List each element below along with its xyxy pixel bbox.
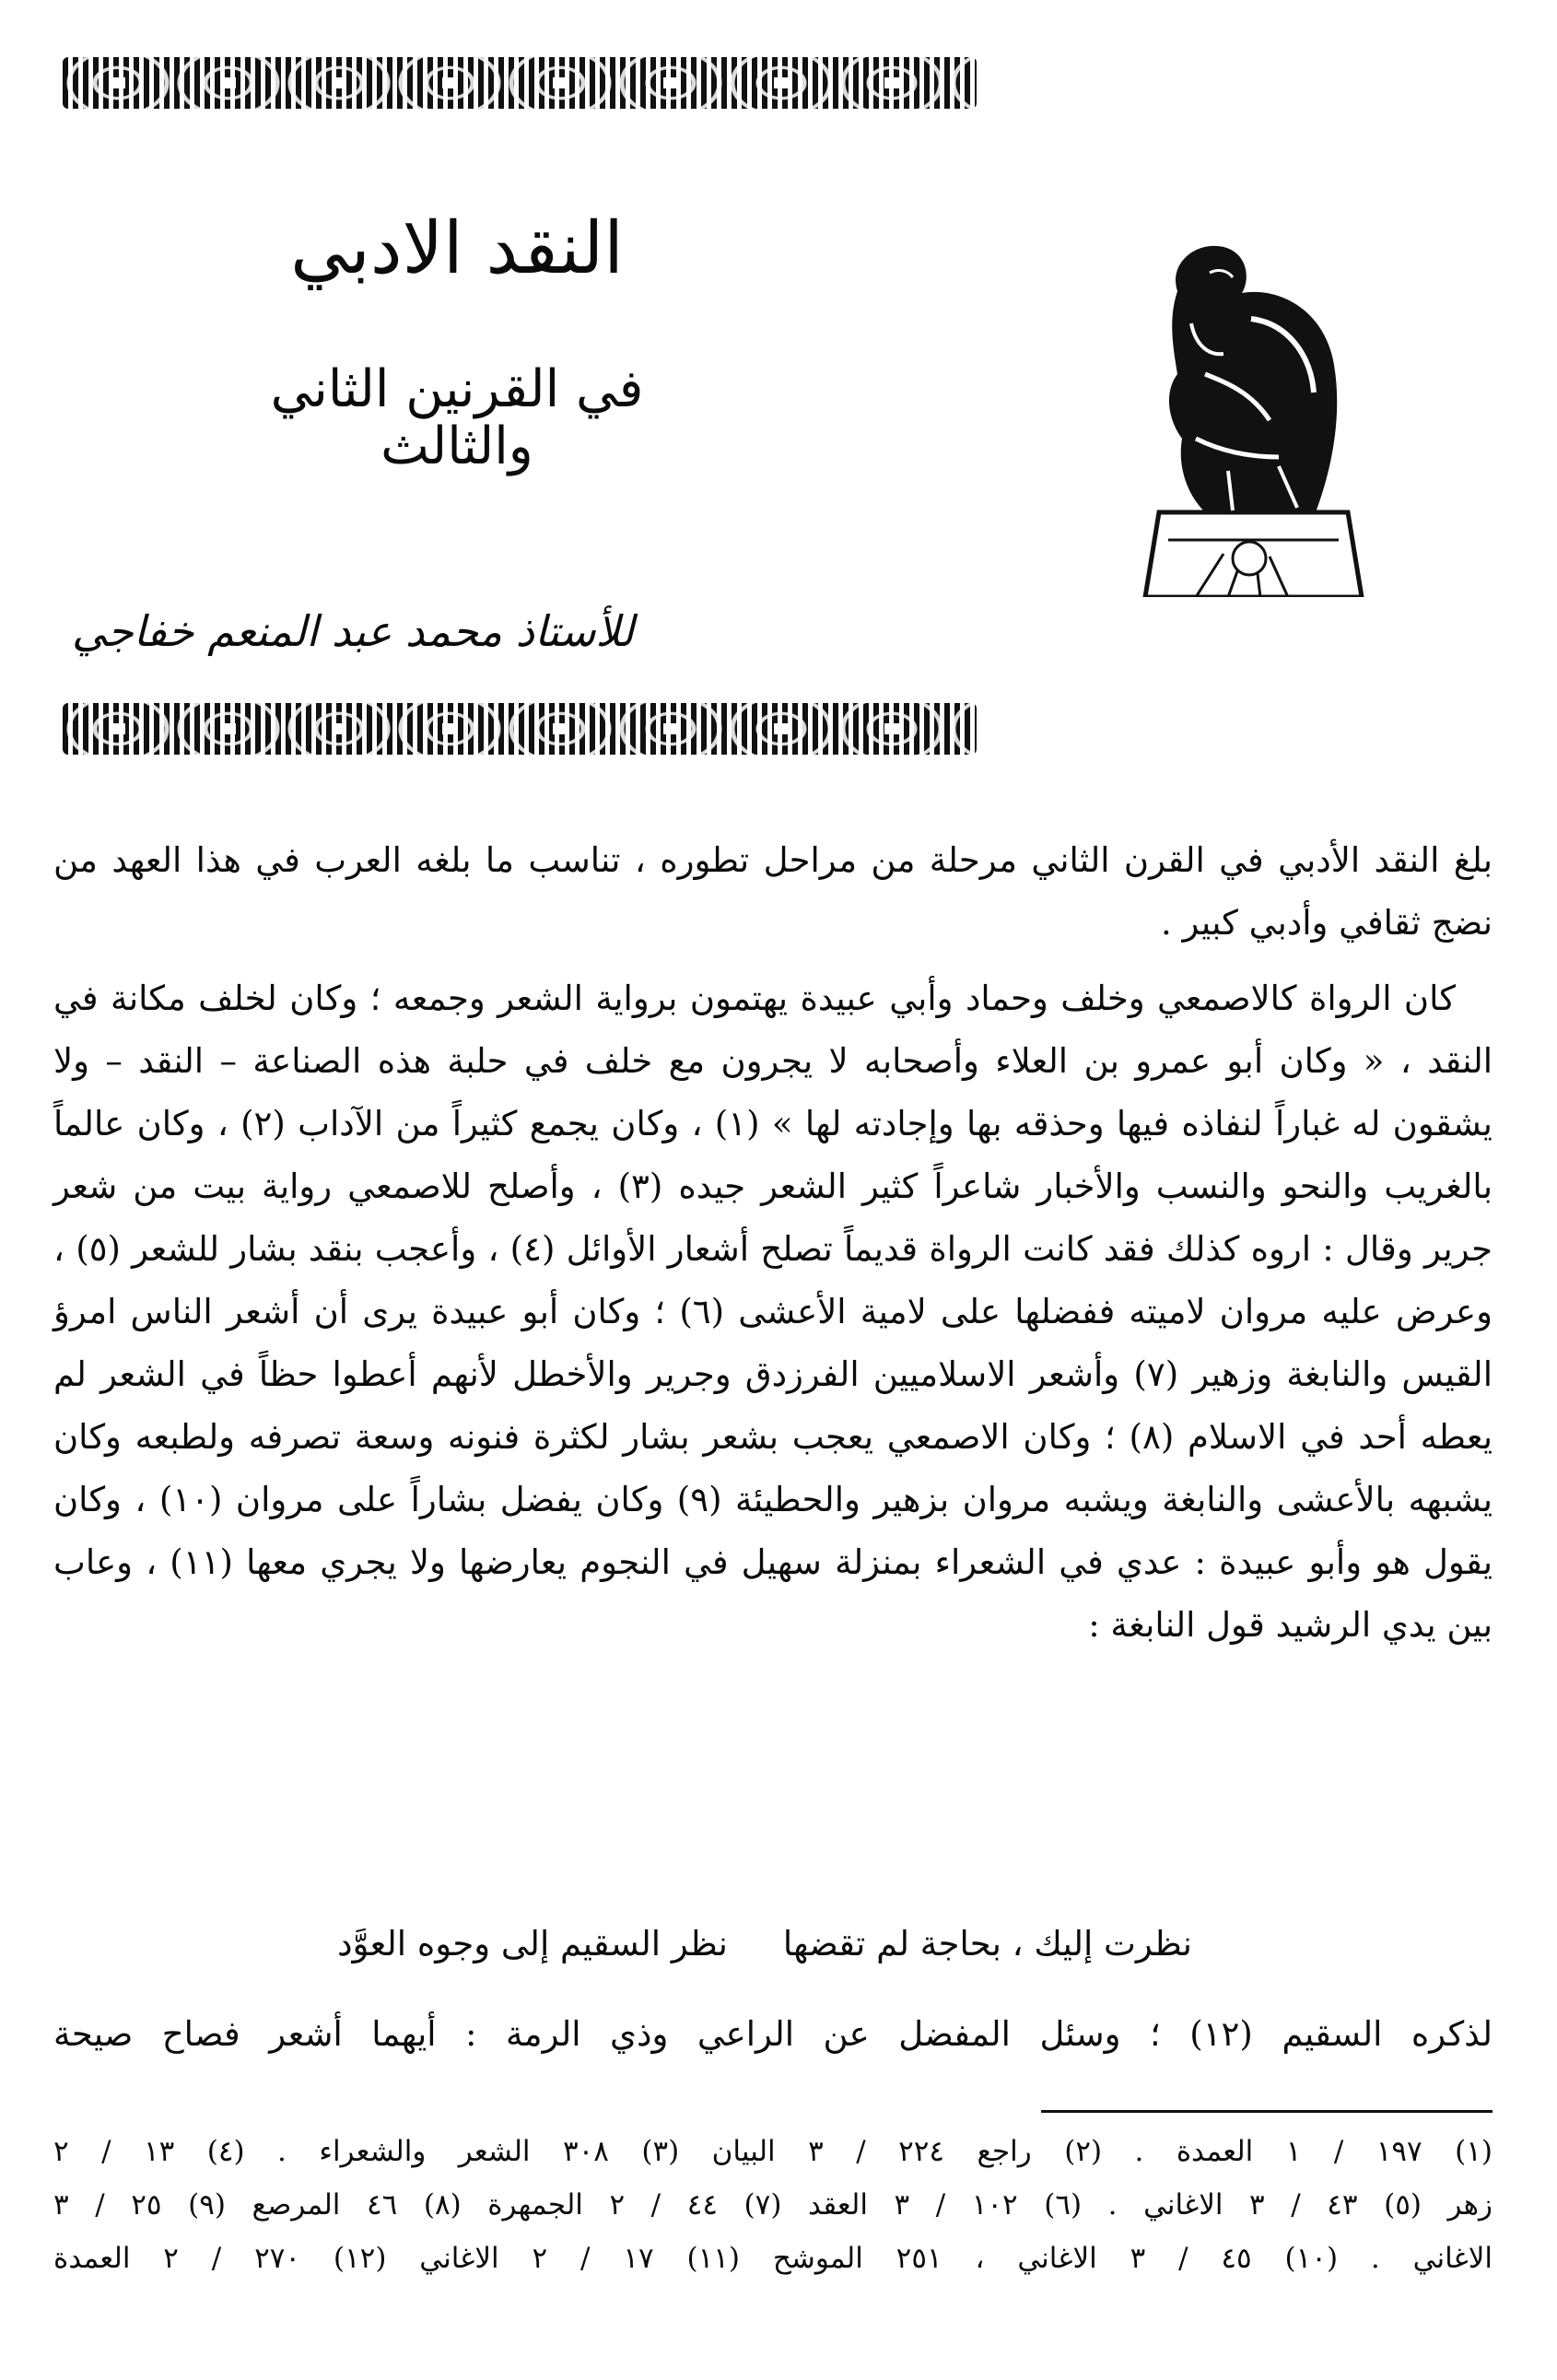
footnote-line: زهر (٥) ٤٣ / ٣ الاغاني . (٦) ١٠٢ / ٣ العقد (٧) ٤٤ / ٢ الجمهرة (٨) ٤٦ المرصع (٩) ٢٥ / ٣ xyxy=(53,2188,1493,2222)
thinker-statue-icon xyxy=(1141,236,1366,597)
closing-line: لذكره السقيم (١٢) ؛ وسئل المفضل عن الراعي وذي الرمة : أيهما أشعر فصاح صيحة xyxy=(53,2014,1493,2054)
footnote-divider xyxy=(1041,2110,1493,2113)
article-title: النقد الادبي xyxy=(290,207,624,290)
footnote-line: الاغاني . (١٠) ٤٥ / ٣ الاغاني ، ٢٥١ الموشح (١١) ١٧ / ٢ الاغاني (١٢) ٢٧٠ / ٢ العمدة xyxy=(53,2242,1493,2275)
middle-ornament-band xyxy=(63,703,977,755)
poem-verse xyxy=(129,1917,1400,1972)
article-body xyxy=(53,829,1493,1657)
footnote-line: (١) ١٩٧ / ١ العمدة . (٢) راجع ٢٢٤ / ٣ البيان (٣) ٣٠٨ الشعر والشعراء . (٤) ١٣ / ٢ xyxy=(53,2135,1493,2168)
verse-first-hemistich: نظرت إليك ، بحاجة لم تقضها xyxy=(782,1924,1192,1964)
top-ornament-band xyxy=(63,57,977,109)
verse-second-hemistich: نظر السقيم إلى وجوه العوَّد xyxy=(337,1924,728,1964)
footnotes xyxy=(53,2125,1493,2285)
paragraph-narrators: كان الرواة كالاصمعي وخلف وحماد وأبي عبيدة يهتمون برواية الشعر وجمعه ؛ وكان لخلف مكانة في النقد ، « وكان أبو عمرو بن العلاء وأصحابه لا يجرون مع خلف في حلبة هذه الصناعة – النقد – ولا يشقون له غباراً لنفاذه فيها وحذقه بها وإجادته لها » (١) ، وكان يجمع كثيراً من الآداب (٢) ، وكان عالماً بالغريب والنحو والنسب والأخبار شاعراً كثير الشعر جيده (٣) ، وأصلح للاصمعي رواية بيت من شعر جرير وقال : اروه كذلك فقد كانت الرواة قديماً تصلح أشعار الأوائل (٤) ، وأعجب بنقد بشار للشعر (٥) ، وعرض عليه مروان لاميته ففضلها على لامية الأعشى (٦) ؛ وكان أبو عبيدة يرى أن أشعر الناس امرؤ القيس والنابغة وزهير (٧) وأشعر الاسلاميين الفرزدق وجرير والأخطل لأنهم أعطوا حظاً في الشعر لم يعطه أحد في الاسلام (٨) ؛ وكان الاصمعي يعجب بشعر بشار لكثرة فنونه وسعة تصرفه ولطبعه وكان يشبهه بالأعشى والنابغة ويشبه مروان بزهير والحطيئة (٩) وكان يفضل بشاراً على مروان (١٠) ، وكان يقول هو وأبو عبيدة : عدي في الشعراء بمنزلة سهيل في النجوم يعارضها ولا يجري معها (١١) ، وعاب بين يدي الرشيد قول النابغة : xyxy=(53,979,1493,1645)
paragraph-intro: بلغ النقد الأدبي في القرن الثاني مرحلة من مراحل تطوره ، تناسب ما بلغه العرب في هذا العهد من نضج ثقافي وأدبي كبير . xyxy=(53,840,1493,943)
author-byline: للأستاذ محمد عبد المنعم خفاجي xyxy=(72,606,634,656)
article-subtitle: في القرنين الثاني والثالث xyxy=(270,359,644,476)
